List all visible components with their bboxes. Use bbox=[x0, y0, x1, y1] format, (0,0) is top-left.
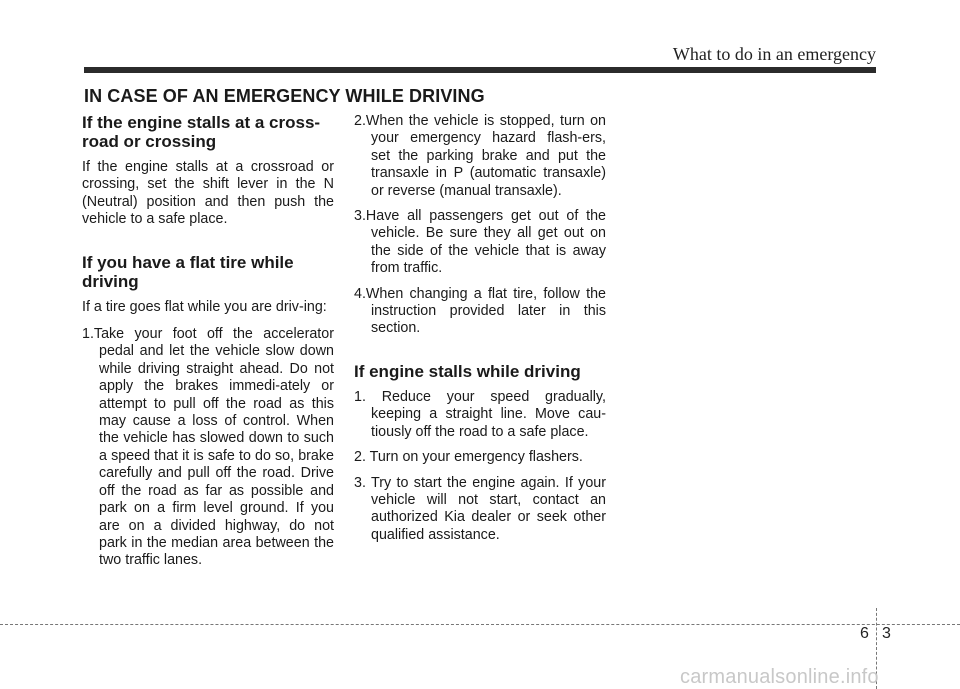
flat-tire-steps-continued bbox=[354, 113, 606, 338]
flat-tire-step: 2.When the vehicle is stopped, turn on your emergency hazard flash-ers, set the parking brake and put the transaxle in P (automatic transaxle) or reverse (manual transaxle). bbox=[354, 113, 606, 199]
section-title: IN CASE OF AN EMERGENCY WHILE DRIVING bbox=[84, 86, 485, 106]
stall-crossing-text: If the engine stalls at a crossroad or crossing, set the shift lever in the N (Neutral) position and then push the vehicle to a safe place. bbox=[82, 159, 334, 228]
flat-tire-steps bbox=[82, 326, 334, 570]
flat-tire-step: 4.When changing a flat tire, follow the instruction provided later in this section. bbox=[354, 285, 606, 337]
flat-tire-heading: If you have a flat tire while driving bbox=[82, 252, 294, 291]
engine-stall-steps bbox=[354, 389, 606, 544]
right-column bbox=[354, 113, 606, 554]
left-column bbox=[82, 113, 334, 580]
stall-crossing-heading: If the engine stalls at a cross-road or crossing bbox=[82, 113, 321, 151]
flat-tire-intro: If a tire goes flat while you are driv-ing: bbox=[82, 298, 327, 315]
footer-rule bbox=[0, 624, 960, 625]
page-number: 3 bbox=[882, 625, 891, 642]
engine-stall-step: 3. Try to start the engine again. If your vehicle will not start, contact an authorized Kia dealer or seek other qualified assistance. bbox=[354, 474, 606, 543]
engine-stall-step: 1. Reduce your speed gradually, keeping a straight line. Move cau-tiously off the road to a safe place. bbox=[354, 388, 606, 440]
engine-stall-step: 2. Turn on your emergency flashers. bbox=[354, 449, 583, 466]
engine-stall-driving-heading: If engine stalls while driving bbox=[354, 361, 581, 381]
flat-tire-step: 1.Take your foot off the accelerator pedal and let the vehicle slow down while driving straight ahead. Do not apply the brakes immedi-ately or attempt to pull off the road as this may cause a loss of control. When the vehicle has slowed down to such a speed that it is safe to do so, brake carefully and pull off the road. Drive off the road as far as possible and park on a firm level ground. If you are on a divided highway, do not park in the median area between the two traffic lanes. bbox=[82, 326, 334, 569]
flat-tire-step: 3.Have all passengers get out of the vehicle. Be sure they all get out on the side of the vehicle that is away from traffic. bbox=[354, 208, 606, 277]
watermark: carmanualsonline.info bbox=[680, 666, 879, 688]
chapter-number: 6 bbox=[860, 625, 869, 642]
header-rule bbox=[84, 67, 876, 73]
chapter-title: What to do in an emergency bbox=[672, 44, 876, 64]
